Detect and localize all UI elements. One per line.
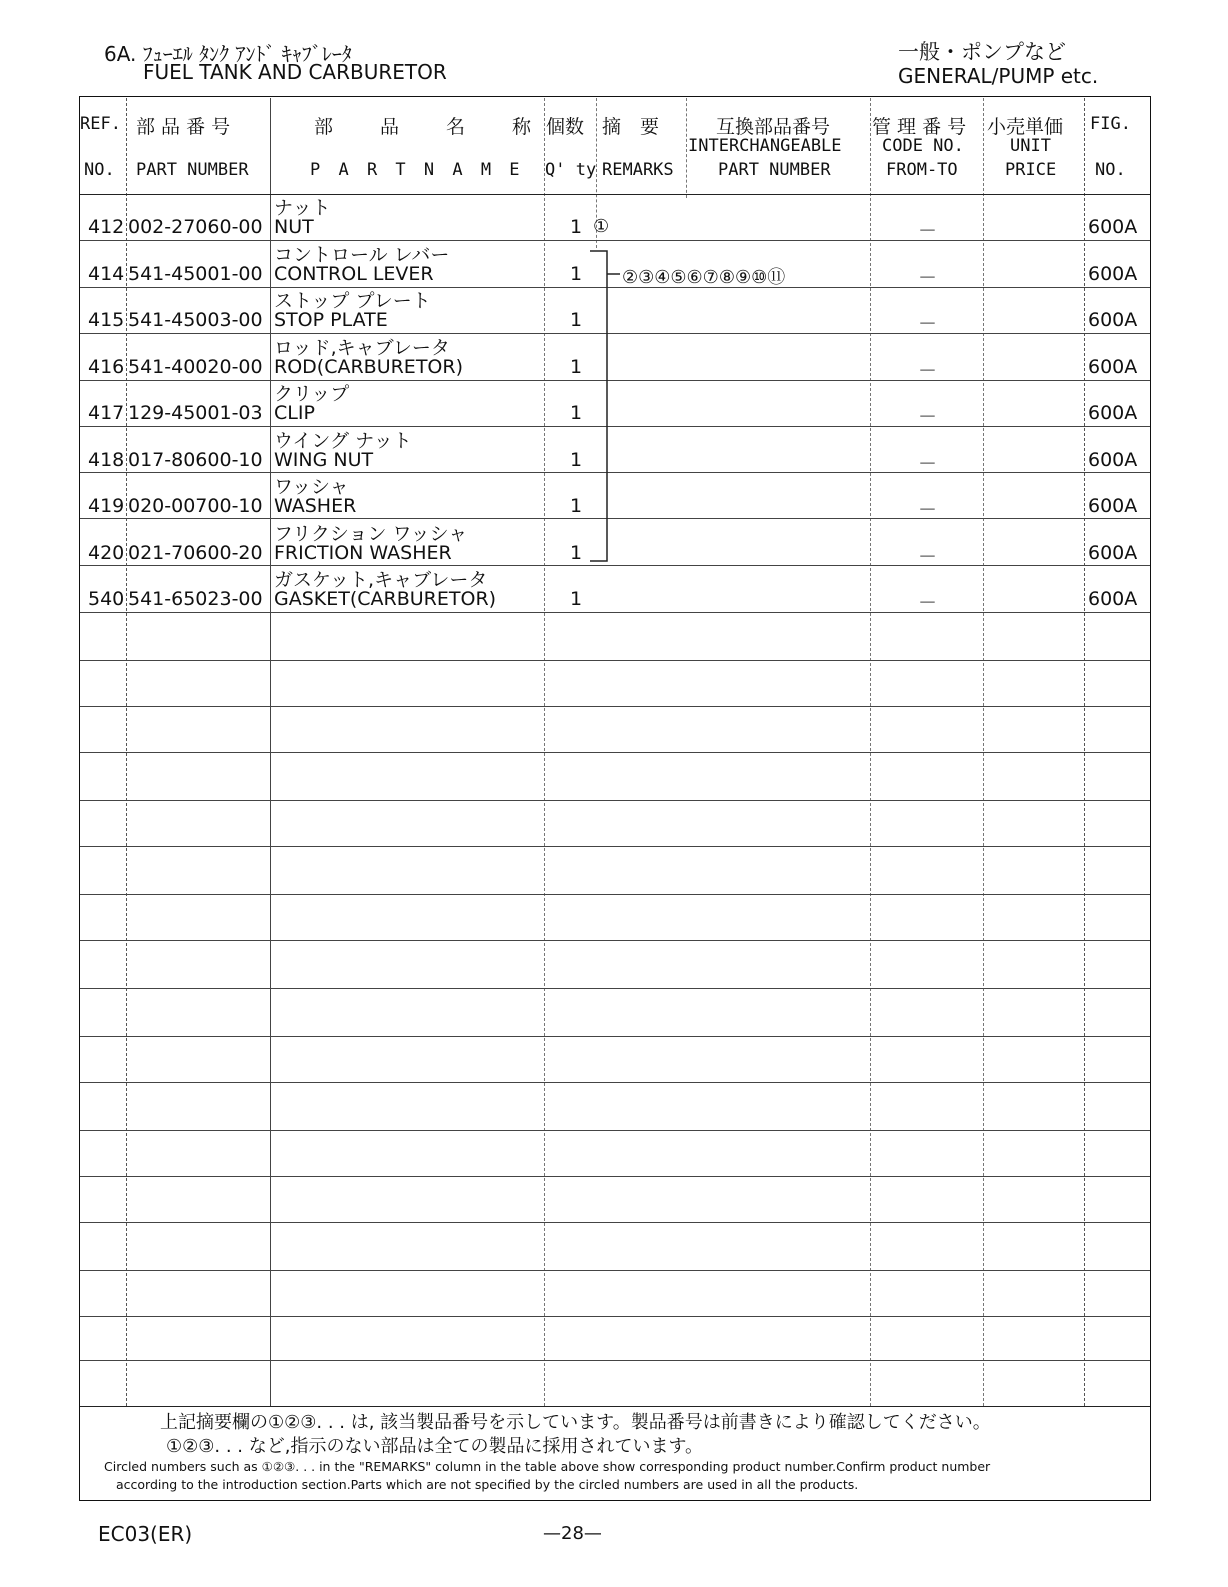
category-jp: 一般・ポンプなど [898,40,1066,64]
part-number: 541-65023-00 [128,588,263,610]
col-header-interchangeable-en2: PART NUMBER [718,160,831,180]
row-divider [80,1176,1150,1177]
row-divider [80,1360,1150,1361]
part-name-en: FRICTION WASHER [274,541,452,564]
fig-no: 600A [1088,309,1138,331]
quantity: 1 [570,216,583,238]
note-en-2: according to the introduction section.Parts which are not specified by the circled numbers are used in all the products. [116,1477,859,1492]
part-name-jp: ウイング ナット [274,429,412,452]
fig-no: 600A [1088,448,1138,471]
col-header-code-en2: FROM-TO [886,160,958,180]
fig-no: 600A [1088,355,1138,378]
part-name-en: WASHER [274,495,357,517]
col-header-ref: REF. [80,114,121,134]
part-name-jp: ワッシャ [274,476,349,498]
code-no: － [918,592,938,614]
ref-no: 416 [88,355,125,378]
row-divider [80,894,1150,895]
col-header-code-en1: CODE NO. [882,136,964,156]
code-no: － [918,499,938,521]
row-divider [80,1406,1150,1407]
note-jp-2: ①②③. . . など,指示のない部品は全ての製品に採用されています。 [166,1436,704,1457]
part-name-en: GASKET(CARBURETOR) [274,588,497,610]
col-header-qty-jp: 個数 [546,116,585,138]
row-divider [80,800,1150,801]
ref-no: 418 [88,448,125,471]
note-jp-1: 上記摘要欄の①②③. . . は, 該当製品番号を示しています。製品番号は前書きにより確認してください。 [160,1412,991,1433]
fig-no: 600A [1088,216,1138,238]
col-header-interchangeable-en1: INTERCHANGEABLE [688,136,842,156]
note-en-1: Circled numbers such as ①②③. . . in the "REMARKS" column in the table above show corresponding product number.Confirm product number [104,1459,991,1474]
col-header-remarks-jp: 摘 要 [602,116,660,138]
quantity: 1 [570,495,583,517]
row-divider [80,1222,1150,1223]
part-number: 541-40020-00 [128,355,263,378]
quantity: 1 [570,262,583,285]
col-header-remarks-en: REMARKS [602,160,674,180]
col-header-fig-no: NO. [1095,160,1126,180]
ref-no: 420 [88,541,125,564]
part-number: 541-45003-00 [128,309,263,331]
col-header-part-no-jp: 部 品 番 号 [136,116,231,138]
ref-no: 417 [88,402,125,424]
ref-no: 540 [88,588,125,610]
part-number: 017-80600-10 [128,448,263,471]
col-header-interchangeable-jp: 互換部品番号 [716,116,831,138]
part-name-en: CLIP [274,402,315,424]
part-name-en: CONTROL LEVER [274,262,434,285]
quantity: 1 [570,448,583,471]
part-number: 020-00700-10 [128,495,263,517]
code-no: － [918,266,938,289]
col-header-part-name-jp: 部 品 名 称 [314,116,546,138]
col-header-price-en1: UNIT [1010,136,1051,156]
row-divider [80,565,1150,566]
row-divider [80,752,1150,753]
row-divider [80,240,1150,241]
category-en: GENERAL/PUMP etc. [898,64,1099,88]
col-header-part-no-en: PART NUMBER [136,160,249,180]
fig-no: 600A [1088,541,1138,564]
quantity: 1 [570,588,583,610]
quantity: 1 [570,402,583,424]
remarks-bracket [580,245,620,565]
part-name-jp: クリップ [274,383,350,405]
col-header-part-name-en: P A R T N A M E [310,160,524,180]
quantity: 1 [570,355,583,378]
code-no: － [918,452,938,475]
code-no: － [918,359,938,382]
row-divider [80,1036,1150,1037]
part-number: 002-27060-00 [128,216,263,238]
row-divider [80,1316,1150,1317]
quantity: 1 [570,309,583,331]
part-name-jp: ナット [274,197,331,219]
part-number: 129-45001-03 [128,402,263,424]
part-name-jp: ロッド,キャブレータ [274,336,450,359]
part-name-en: NUT [274,216,314,238]
ref-no: 412 [88,216,125,238]
header-divider [80,194,1150,195]
model-code: EC03(ER) [98,1522,193,1546]
code-no: － [918,545,938,568]
part-number: 541-45001-00 [128,262,263,285]
quantity: 1 [570,541,583,564]
remarks: ① [593,216,610,237]
col-divider [686,98,687,198]
part-name-en: ROD(CARBURETOR) [274,355,463,378]
col-header-price-en2: PRICE [1005,160,1057,180]
col-header-price-jp: 小売単価 [987,116,1064,138]
row-divider [80,940,1150,941]
row-divider [80,988,1150,989]
code-no: － [918,220,938,242]
section-title-jp: 6A. ﾌｭｰｴﾙ ﾀﾝｸ ｱﾝﾄﾞ ｷｬﾌﾞﾚｰﾀ [104,42,352,66]
part-name-jp: ガスケット,キャブレータ [274,569,488,591]
fig-no: 600A [1088,588,1138,610]
ref-no: 414 [88,262,125,285]
part-number: 021-70600-20 [128,541,263,564]
code-no: － [918,406,938,428]
col-header-qty-en: Q' ty [545,160,597,180]
code-no: － [918,313,938,335]
part-name-jp: ストップ プレート [274,290,431,312]
col-header-code-jp: 管 理 番 号 [872,116,967,138]
section-title-en: FUEL TANK AND CARBURETOR [143,60,447,84]
remarks: ②③④⑤⑥⑦⑧⑨⑩⑪ [622,266,786,288]
row-divider [80,1082,1150,1083]
row-divider [80,706,1150,707]
ref-no: 419 [88,495,125,517]
fig-no: 600A [1088,402,1138,424]
part-name-en: WING NUT [274,448,374,471]
page-number: —28— [543,1523,602,1544]
row-divider [80,1270,1150,1271]
fig-no: 600A [1088,495,1138,517]
col-header-fig: FIG. [1090,114,1131,134]
row-divider [80,612,1150,613]
ref-no: 415 [88,309,125,331]
part-name-en: STOP PLATE [274,309,388,331]
row-divider [80,1130,1150,1131]
row-divider [80,846,1150,847]
part-name-jp: コントロール レバー [274,243,450,266]
col-header-ref-no: NO. [84,160,115,180]
fig-no: 600A [1088,262,1138,285]
part-name-jp: フリクション ワッシャ [274,522,468,545]
row-divider [80,660,1150,661]
